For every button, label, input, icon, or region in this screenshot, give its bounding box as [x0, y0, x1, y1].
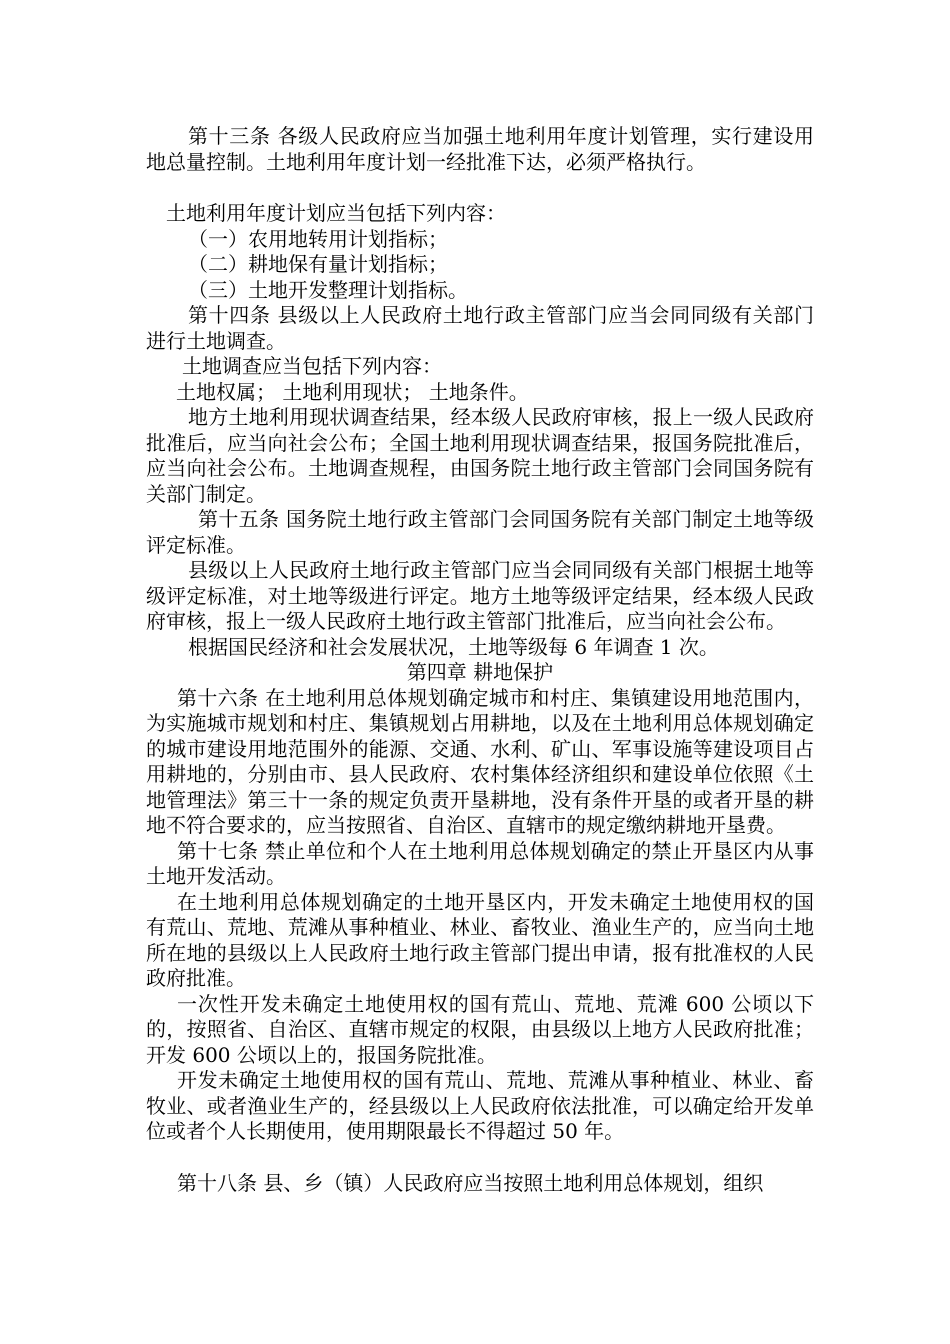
- list-item: （二）耕地保有量计划指标；: [188, 252, 448, 276]
- list-item: （一）农用地转用计划指标；: [188, 226, 448, 251]
- paragraph-grade-survey-cycle: 根据国民经济和社会发展状况，土地等级每 6 年调查 1 次。: [188, 634, 719, 659]
- article-18: 第十八条 县、乡（镇）人民政府应当按照土地利用总体规划，组织: [177, 1170, 764, 1195]
- paragraph-survey-results: 地方土地利用现状调查结果，经本级人民政府审核，报上一级人民政府批准后，应当向社会公布；全国土地利用现状调查结果，报国务院批准后，应当向社会公布。土地调查规程，由国务院土地行政主管部门会同国务院有关部门制定。: [146, 405, 814, 506]
- article-17: 第十七条 禁止单位和个人在土地利用总体规划确定的禁止开垦区内从事土地开发活动。: [146, 838, 814, 888]
- document-body: [146, 124, 814, 1196]
- paragraph-survey-items: 土地权属； 土地利用现状； 土地条件。: [176, 379, 529, 404]
- article-14: 第十四条 县级以上人民政府土地行政主管部门应当会同同级有关部门进行土地调查。: [146, 303, 814, 353]
- article-13: 第十三条 各级人民政府应当加强土地利用年度计划管理，实行建设用地总量控制。土地利用年度计划一经批准下达，必须严格执行。: [146, 124, 814, 174]
- paragraph-survey-contents: 土地调查应当包括下列内容：: [182, 354, 442, 378]
- paragraph-grade-evaluation: 县级以上人民政府土地行政主管部门应当会同同级有关部门根据土地等级评定标准，对土地等级进行评定。地方土地等级评定结果，经本级人民政府审核，报上一级人民政府土地行政主管部门批准后，应当向社会公布。: [146, 558, 814, 633]
- paragraph-annual-plan-contents: 土地利用年度计划应当包括下列内容：: [166, 201, 506, 225]
- article-15: 第十五条 国务院土地行政主管部门会同国务院有关部门制定土地等级评定标准。: [146, 507, 814, 557]
- paragraph-reclamation-application: 在土地利用总体规划确定的土地开垦区内，开发未确定土地使用权的国有荒山、荒地、荒滩从事种植业、林业、畜牧业、渔业生产的，应当向土地所在地的县级以上人民政府土地行政主管部门提出申请，报有批准权的人民政府批准。: [146, 889, 814, 990]
- article-16: 第十六条 在土地利用总体规划确定城市和村庄、集镇建设用地范围内，为实施城市规划和村庄、集镇规划占用耕地，以及在土地利用总体规划确定的城市建设用地范围外的能源、交通、水利、矿山、军事设施等建设项目占用耕地的，分别由市、县人民政府、农村集体经济组织和建设单位依照《土地管理法》第三十一条的规定负责开垦耕地，没有条件开垦的或者开垦的耕地不符合要求的，应当按照省、自治区、直辖市的规定缴纳耕地开垦费。: [146, 685, 814, 837]
- paragraph-long-term-use: 开发未确定土地使用权的国有荒山、荒地、荒滩从事种植业、林业、畜牧业、或者渔业生产的，经县级以上人民政府依法批准，可以确定给开发单位或者个人长期使用，使用期限最长不得超过 50 年。: [146, 1068, 814, 1143]
- list-item: （三）土地开发整理计划指标。: [188, 277, 468, 302]
- chapter-title: 第四章 耕地保护: [406, 660, 554, 684]
- paragraph-one-time-development: 一次性开发未确定土地使用权的国有荒山、荒地、荒滩 600 公顷以下的，按照省、自治区、直辖市规定的权限，由县级以上地方人民政府批准；开发 600 公顷以上的，报国务院批准。: [146, 991, 814, 1067]
